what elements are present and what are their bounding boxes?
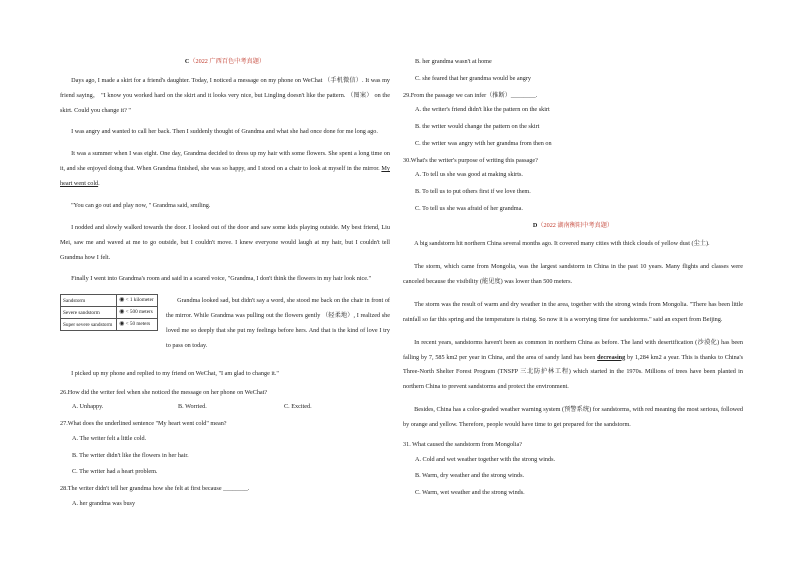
section-d-title xyxy=(403,222,743,230)
question-29: 29.From the passage we can infer（推断）________. xyxy=(403,91,538,99)
q27-option-b[interactable]: B. The writer didn't like the flowers in her hair. xyxy=(72,451,189,459)
question-28: 28.The writer didn't tell her grandma how she felt at first because ________. xyxy=(60,485,250,493)
question-31: 31. What caused the sandstorm from Mongolia? xyxy=(403,440,522,448)
eye-icon: ◉ xyxy=(119,309,125,315)
q27-option-c[interactable]: C. The writer had a heart problem. xyxy=(72,468,158,476)
q28-option-b[interactable]: B. her grandma wasn't at home xyxy=(415,58,492,65)
q26-options xyxy=(72,403,390,411)
visibility-table xyxy=(60,294,158,331)
section-c-letter: C xyxy=(184,58,190,65)
q30-option-b[interactable]: B. To tell us to put others first if we love them. xyxy=(415,188,531,195)
figure-value-text: < 1 kilometer xyxy=(125,297,154,303)
passage-d-p5: Besides, China has a color-graded weather warning system (预警系统) for sandstorms, with red meaning the most serious, followed by orange and yellow. Therefore, people would have time to get prepared for the sandstorm. xyxy=(403,406,743,428)
figure-row xyxy=(61,307,158,319)
q31-option-a[interactable]: A. Cold and wet weather together with the strong winds. xyxy=(415,455,556,463)
passage-d-p2: The storm, which came from Mongolia, was the largest sandstorm in China in the past 10 years. Many flights and classes were canceled because the visibility (能见度) was lower than 500 meters. xyxy=(403,263,743,285)
figure-value-text: < 50 meters xyxy=(125,321,151,327)
q27-option-a[interactable]: A. The writer felt a little cold. xyxy=(72,434,147,442)
bold-underlined-word: decreasing xyxy=(597,353,626,361)
passage-c-p5: I nodded and slowly walked towards the door. I looked out of the door and saw some kids playing outside. My best friend, Liu Mei, saw me and waved at me to go outside, but I couldn't move. I knew everyone would laugh at my hair, but I couldn't tell Grandma how I felt. xyxy=(60,223,390,261)
eye-icon: ◉ xyxy=(119,321,125,327)
passage-c-p1: Days ago, I made a skirt for a friend's daughter. Today, I noticed a message on my phone on WeChat （手机微信）. It was my friend saying， "I know you worked hard on the skirt and it looks very nice, but Lingling doesn't like the pattern. （图案） on the skirt. Could you change it? " xyxy=(60,76,390,114)
figure-value-text: < 500 meters xyxy=(125,309,153,315)
p4-text-a: In recent years, sandstorms haven't been as common in northern China as before. The land with desertification (沙漠化) has been falling by 7, 585 km2 per year in China, and the area of sandy land has been xyxy=(403,338,743,361)
left-column xyxy=(60,58,390,517)
passage-c-p8: I picked up my phone and replied to my friend on WeChat, "I am glad to change it." xyxy=(71,369,279,377)
section-d-letter: D xyxy=(532,221,538,229)
q26-option-c[interactable]: C. Excited. xyxy=(284,403,312,411)
q31-option-c[interactable]: C. Warm, wet weather and the strong winds. xyxy=(415,489,525,497)
right-column xyxy=(403,58,743,506)
passage-d-p4 xyxy=(403,336,743,396)
passage-c-p4: "You can go out and play now, " Grandma said, smiling. xyxy=(71,201,211,209)
p3-end: . xyxy=(98,180,100,187)
passage-d-p1: A big sandstorm hit northern China several months ago. It covered many cities with thick clouds of yellow dust (尘土). xyxy=(414,240,710,248)
q29-option-c[interactable]: C. the writer was angry with her grandma from then on xyxy=(415,139,552,147)
q29-option-b[interactable]: B. the writer would change the pattern on the skirt xyxy=(415,123,540,130)
figure-wrap xyxy=(60,294,390,361)
q26-option-b[interactable]: B. Worried. xyxy=(178,403,207,411)
passage-c-p6: Finally I went into Grandma's room and said in a scared voice, "Grandma, I don't think the flowers in my hair look nice." xyxy=(71,275,372,283)
figure-value xyxy=(117,307,158,319)
section-c-title xyxy=(60,58,390,66)
passage-d-p3: The storm was the result of warm and dry weather in the area, together with the strong winds from Mongolia. "There has been little rainfall so far this spring and the temperature is rising. So now it is a worrying time for sandstorms." said an expert from Beijing. xyxy=(403,300,743,323)
question-26: 26.How did the writer feel when she noticed the message on her phone on WeChat? xyxy=(60,388,268,396)
figure-row xyxy=(61,319,158,331)
q26-option-a[interactable]: A. Unhappy. xyxy=(72,403,104,411)
question-30: 30.What's the writer's purpose of writing this passage? xyxy=(403,156,538,164)
eye-icon: ◉ xyxy=(119,297,125,303)
passage-c-p3 xyxy=(60,147,390,192)
figure-label: Super severe sandstorm xyxy=(61,319,117,331)
section-c-source: （2022 广西百色中考真题） xyxy=(189,58,266,65)
q30-option-c[interactable]: C. To tell us she was afraid of her grandma. xyxy=(415,204,523,212)
figure-row xyxy=(61,295,158,307)
figure-side-text xyxy=(166,294,390,361)
p3-text: It was a summer when I was eight. One day, Grandma decided to dress up my hair with some flowers. She spent a long time on it, and she enjoyed doing that. When Grandma finished, she was so happy, and I stood on a chair to look at myself in the mirror. xyxy=(60,150,390,173)
figure-value xyxy=(117,319,158,331)
passage-c-p2: I was angry and wanted to call her back. Then I suddenly thought of Grandma and what she had once done for me long ago. xyxy=(71,128,378,136)
passage-c-p7: Grandma looked sad, but didn't say a word, she stood me back on the chair in front of the mirror. While Grandma was pulling out the flowers gently （轻柔地）, I realized she loved me so deeply that she put my feelings before hers. And that is the kind of love I try to pass on today. xyxy=(166,297,390,349)
figure-label: Sandstorm xyxy=(61,295,117,307)
underlined-sentence: My heart went cold xyxy=(60,165,390,187)
q29-option-a[interactable]: A. the writer's friend didn't like the pattern on the skirt xyxy=(415,106,550,114)
visibility-figure xyxy=(60,294,158,361)
figure-value xyxy=(117,295,158,307)
figure-label: Severe sandstorm xyxy=(61,307,117,319)
q28-option-c[interactable]: C. she feared that her grandma would be angry xyxy=(415,74,531,82)
section-d-source: （2022 湖南衡阳中考真题） xyxy=(537,221,614,229)
q30-option-a[interactable]: A. To tell us she was good at making skirts. xyxy=(415,171,523,179)
p4-text-b: by 1,284 km2 a year. This is thanks to China's Three-North Shelter Forest Program (TNSFP 三北防护林工程) which started in the 1970s. Millions of trees have been planted in northern China to prevent sandstorms and protect the environment. xyxy=(403,353,743,391)
q31-option-b[interactable]: B. Warm, dry weather and the strong winds. xyxy=(415,472,525,480)
q28-option-a[interactable]: A. her grandma was busy xyxy=(72,499,136,507)
question-27: 27.What does the underlined sentence "My heart went cold" mean? xyxy=(60,420,227,428)
